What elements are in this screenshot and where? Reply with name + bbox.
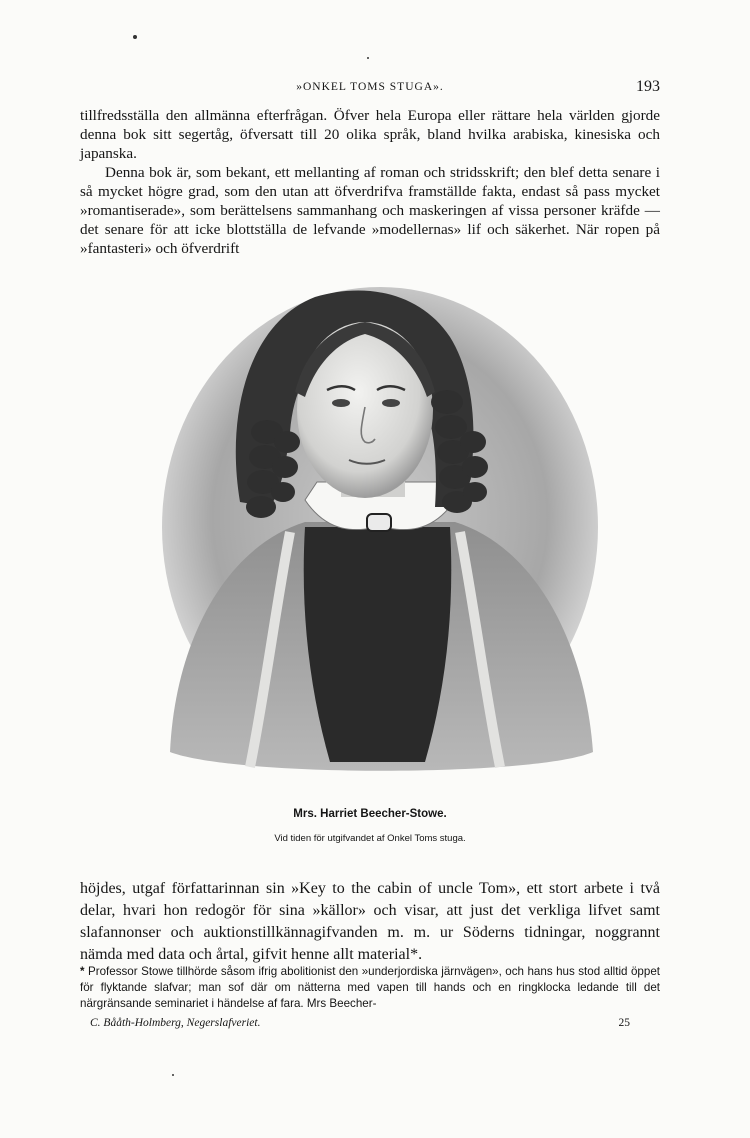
ink-speck <box>367 57 369 59</box>
paragraph-hojdes: höjdes, utgaf författarinnan sin »Key to the cabin of uncle Tom», ett stort arbete i två delar, hvari hon redogör för sina »källor» och visar, att just det verkliga lifvet samt slafannonser och auktionstillkännagifvanden m. m. ur Söderns tidningar, noggrannt nämda med data och årtal, gifvit henne allt material*. <box>80 880 660 963</box>
ink-speck <box>172 1074 174 1076</box>
portrait-eye <box>332 399 350 407</box>
portrait-eye <box>382 399 400 407</box>
portrait-brooch <box>367 514 391 531</box>
signature-sheet-number: 25 <box>618 1017 630 1029</box>
signature-line <box>80 1017 630 1033</box>
paragraph-continuation: tillfredsställa den allmänna efterfrågan. Öfver hela Europa eller rättare hela världen gjorde denna bok sitt segertåg, öfversatt till 20 olika språk, bland hvilka arabiska, kinesiska och japanska. <box>80 107 660 162</box>
paragraph-denna-bok: Denna bok är, som bekant, ett mellanting af roman och stridsskrift; den blef detta senare i så mycket högre grad, som den utan att öfverdrifva framställde fakta, endast så pass mycket »romantiserade», som berättelsens sammanhang och maskeringen af vissa personer kräfde — det senare för att icke blottställa de lefvande »modellernas» lif och säkerhet. När ropen på »fantasteri» och öfverdrift <box>80 164 660 257</box>
signature-author-work: C. Bååth-Holmberg, Negerslafveriet. <box>90 1017 261 1029</box>
figure-caption-title: Mrs. Harriet Beecher-Stowe. <box>293 808 447 820</box>
running-head <box>80 78 660 98</box>
footnote-text: Professor Stowe tillhörde såsom ifrig abolitionist den »underjordiska järnvägen», och hans hus stod alltid öppet för flyktande slafvar; man sof där om nätterna med vapen till hands och en ringklocka ledande till det närgränsande seminariet i händelse af fara. Mrs Beecher- <box>80 965 660 1010</box>
footnote <box>80 964 660 1012</box>
running-title: »ONKEL TOMS STUGA». <box>296 81 444 93</box>
portrait-engraving <box>155 282 605 782</box>
portrait-dress <box>304 527 452 762</box>
page-number: 193 <box>636 78 660 95</box>
footnote-marker: * <box>80 965 85 978</box>
top-text-block <box>80 106 660 258</box>
figure-caption-subtitle: Vid tiden för utgifvandet af Onkel Toms stuga. <box>274 833 466 844</box>
ink-speck <box>133 35 137 39</box>
